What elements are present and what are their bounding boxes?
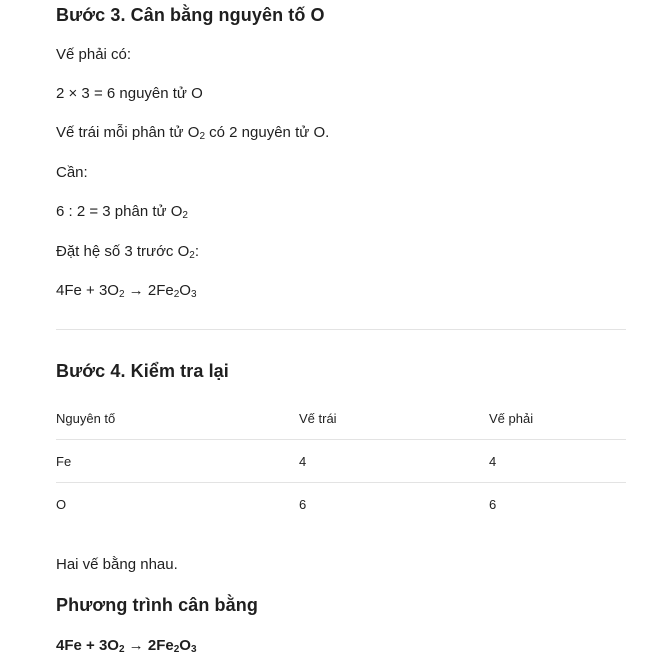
table-cell: Fe [56,453,72,469]
conclusion-text: Hai vế bằng nhau. [56,556,178,573]
table-cell: 6 [299,496,307,512]
section-divider [56,329,626,330]
table-header-element: Nguyên tố [56,410,116,426]
right-side-calculation: 2 × 3 = 6 nguyên tử O [56,85,203,102]
left-side-statement: Vế trái mỗi phân tử $O_2$ có 2 nguyên tử O. [56,124,330,142]
table-header-row [56,397,626,440]
final-equation: $4Fe + 3O_2 \to 2Fe_2O_3$ [56,637,197,655]
table-row [56,483,626,526]
step3-equation: $4Fe + 3O_2 \to 2Fe_2O_3$ [56,282,197,300]
need-calculation: 6 : 2 = 3 phân tử $O_2$ [56,203,188,221]
verification-table [56,397,626,525]
final-heading: Phương trình cân bằng [56,595,258,615]
right-side-label: Vế phải có: [56,46,132,63]
coefficient-statement: Đặt hệ số 3 trước $O_2$: [56,243,199,261]
step4-heading: Bước 4. Kiểm tra lại [56,361,229,381]
step3-heading: Bước 3. Cân bằng nguyên tố O [56,5,325,25]
table-row [56,440,626,483]
need-label: Cần: [56,164,88,181]
table-cell: 6 [489,496,497,512]
table-cell: O [56,496,67,512]
table-header-left-side: Vế trái [299,410,337,426]
table-header-right-side: Vế phải [489,410,534,426]
table-cell: 4 [489,453,497,469]
table-cell: 4 [299,453,307,469]
